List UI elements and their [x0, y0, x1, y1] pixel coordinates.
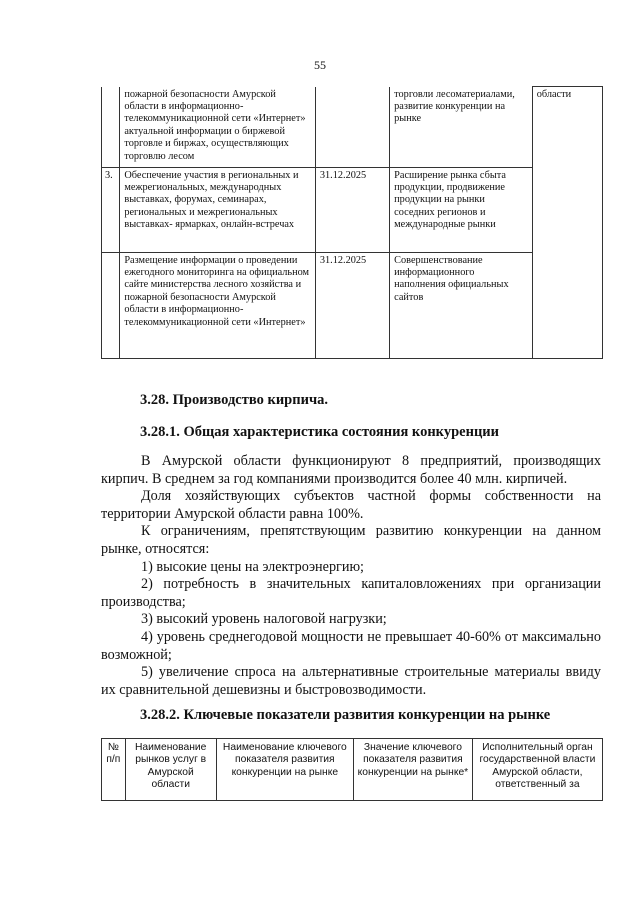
row-number: 3.	[102, 167, 120, 252]
column-header-number: № п/п	[102, 739, 126, 801]
list-item: 2) потребность в значительных капиталовложениях при организации производства;	[101, 576, 601, 610]
section-heading: 3.28. Производство кирпича.	[140, 392, 328, 408]
deadline-cell: 31.12.2025	[315, 167, 389, 252]
list-item: 3) высокий уровень налоговой нагрузки;	[141, 611, 387, 628]
body-text	[101, 453, 601, 699]
paragraph: Доля хозяйствующих субъектов частной формы собственности на территории Амурской области равна 100%.	[101, 488, 601, 522]
column-header-market: Наименование рынков услуг в Амурской области	[125, 739, 216, 801]
deadline-cell: 31.12.2025	[315, 252, 389, 358]
paragraph: К ограничениям, препятствующим развитию конкуренции на данном рынке, относятся:	[101, 523, 601, 557]
list-item: 1) высокие цены на электроэнергию;	[141, 558, 364, 575]
paragraph: В Амурской области функционируют 8 предприятий, производящих кирпич. В среднем за год компаниями производится более 40 млн. кирпичей.	[101, 453, 601, 487]
result-cell: торговли лесоматериалами, развитие конкуренции на рынке	[390, 87, 533, 168]
page-number: 55	[314, 58, 326, 72]
table-header-row	[102, 739, 603, 801]
measures-table	[101, 86, 603, 359]
row-number	[102, 252, 120, 358]
list-item: 5) увеличение спроса на альтернативные строительные материалы ввиду их сравнительной дешевизны и быстровозводимости.	[101, 664, 601, 698]
column-header-indicator-name: Наименование ключевого показателя развития конкуренции на рынке	[216, 739, 353, 801]
result-cell: Совершенствование информационного наполнения официальных сайтов	[390, 252, 533, 358]
subsection-heading-indicators: 3.28.2. Ключевые показатели развития конкуренции на рынке	[140, 707, 551, 723]
table-row	[102, 87, 603, 168]
executor-cell: области	[532, 87, 602, 359]
deadline-cell	[315, 87, 389, 168]
list-item: 4) уровень среднегодовой мощности не превышает 40-60% от максимально возможной;	[101, 628, 601, 663]
indicators-table	[101, 738, 603, 801]
column-header-responsible-body: Исполнительный орган государственной власти Амурской области, ответственный за	[472, 739, 602, 801]
table-row	[102, 167, 603, 252]
result-cell: Расширение рынка сбыта продукции, продвижение продукции на рынки соседних регионов и международные рынки	[390, 167, 533, 252]
activity-cell: пожарной безопасности Амурской области в информационно-телекоммуникационной сети «Интернет» актуальной информации о биржевой торговле и биржах, осуществляющих торговлю лесом	[120, 87, 316, 168]
subsection-heading-general: 3.28.1. Общая характеристика состояния конкуренции	[140, 424, 500, 440]
column-header-indicator-value: Значение ключевого показателя развития конкуренции на рынке*	[354, 739, 473, 801]
row-number	[102, 87, 120, 168]
activity-cell: Размещение информации о проведении ежегодного мониторинга на официальном сайте министерства лесного хозяйства и пожарной безопасности Амурской области в информационно-телекоммуникационной сети «Интернет»	[120, 252, 316, 358]
table-row	[102, 252, 603, 358]
activity-cell: Обеспечение участия в региональных и межрегиональных, международных выставках, форумах, семинарах, региональных и межрегиональных выставках- ярмарках, онлайн-встречах	[120, 167, 316, 252]
